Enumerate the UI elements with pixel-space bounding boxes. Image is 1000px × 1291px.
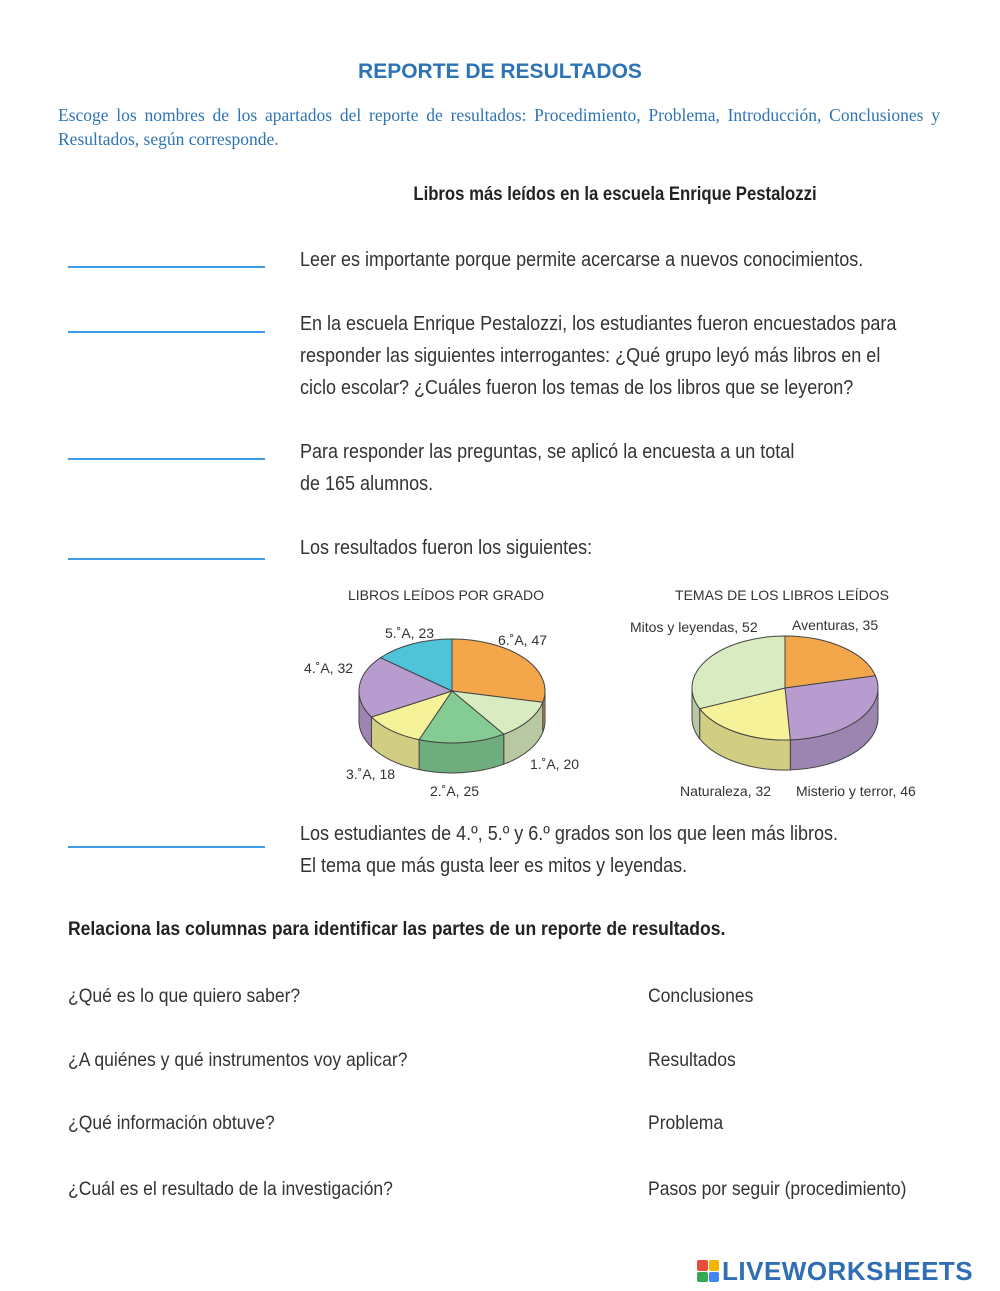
answer-line-2[interactable] [68,331,265,333]
section-2-text [300,308,897,404]
answer-line-4[interactable] [68,558,265,560]
page-title: REPORTE DE RESULTADOS [358,60,642,83]
section-1-text [300,244,894,276]
pie-layer [359,639,545,773]
slice-label-naturaleza: Naturaleza, 32 [680,783,772,799]
match-question[interactable]: ¿A quiénes y qué instrumentos voy aplicar? [68,1049,408,1071]
match-answer[interactable]: Problema [648,1112,724,1134]
pie-chart-grado [290,578,600,808]
section-line: Los estudiantes de 4.º, 5.º y 6.º grados son los que leen más libros. [300,823,839,845]
section-line: responder las siguientes interrogantes: ¿Qué grupo leyó más libros en el [300,345,881,367]
match-question[interactable]: ¿Qué información obtuve? [68,1112,275,1134]
section-3-text [300,436,894,500]
answer-line-5[interactable] [68,846,265,848]
section-line: de 165 alumnos. [300,473,434,495]
slice-label-5A: 5.˚A, 23 [385,625,435,641]
slice-label-4A: 4.˚A, 32 [304,660,354,676]
slice-label-aventuras: Aventuras, 35 [792,617,879,633]
answer-line-1[interactable] [68,266,265,268]
liveworksheets-logo [697,1256,973,1286]
section-5-text [300,818,894,882]
section-line: Leer es importante porque permite acercarse a nuevos conocimientos. [300,249,864,271]
slice-label-3A: 3.˚A, 18 [346,766,396,782]
chart-title: TEMAS DE LOS LIBROS LEÍDOS [675,587,889,603]
slice-label-6A: 6.˚A, 47 [498,632,548,648]
pie-layer [692,636,878,770]
slice-label-misterio: Misterio y terror, 46 [796,783,916,799]
section-line: Los resultados fueron los siguientes: [300,537,593,559]
slice-label-mitos: Mitos y leyendas, 52 [630,619,758,635]
match-answer[interactable]: Resultados [648,1049,736,1071]
match-question[interactable]: ¿Cuál es el resultado de la investigación? [68,1178,393,1200]
instructions: Escoge los nombres de los apartados del reporte de resultados: Procedimiento, Problema, Introducción, Conclusiones y Resultados, según corresponde. [58,105,940,149]
match-answer[interactable]: Conclusiones [648,985,754,1007]
section-line: En la escuela Enrique Pestalozzi, los estudiantes fueron encuestados para [300,313,897,335]
section-line: Para responder las preguntas, se aplicó la encuesta a un total [300,441,795,463]
slice-label-2A: 2.˚A, 25 [430,783,480,799]
brand-name: LIVEWORKSHEETS [722,1255,974,1286]
section-line: ciclo escolar? ¿Cuáles fueron los temas de los libros que se leyeron? [300,377,854,399]
match-question[interactable]: ¿Qué es lo que quiero saber? [68,985,301,1007]
section-line: El tema que más gusta leer es mitos y leyendas. [300,855,688,877]
pie-chart-temas [620,578,950,808]
report-heading: Libros más leídos en la escuela Enrique Pestalozzi [413,184,817,205]
answer-line-3[interactable] [68,458,265,460]
section-4-text [300,532,894,564]
matching-heading: Relaciona las columnas para identificar las partes de un reporte de resultados. [68,918,726,940]
match-answer[interactable]: Pasos por seguir (procedimiento) [648,1178,907,1200]
chart-title: LIBROS LEÍDOS POR GRADO [347,587,545,603]
logo-icon [697,1260,719,1282]
slice-label-1A: 1.˚A, 20 [530,756,580,772]
